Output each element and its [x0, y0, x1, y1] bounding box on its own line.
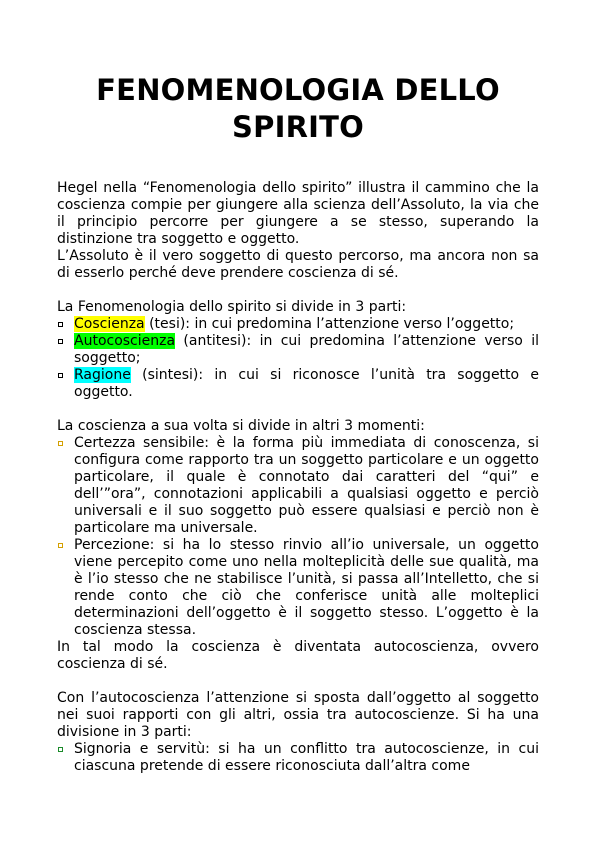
- parts-list: [57, 316, 539, 401]
- self-consciousness-list: [57, 741, 539, 775]
- list-item: [57, 316, 539, 333]
- list-item: [57, 537, 539, 639]
- term-highlight: Ragione: [74, 367, 131, 383]
- term-highlight: Autocoscienza: [74, 333, 176, 349]
- list-item: [57, 435, 539, 537]
- intro-paragraph: Hegel nella “Fenomenologia dello spirito” illustra il cammino che la coscienza compie per giungere alla scienza dell’Assoluto, la via che il principio percorre per giungere a se stesso, superando la distinzione tra soggetto e oggetto.: [57, 180, 539, 247]
- document-body: [57, 180, 539, 775]
- page-title: FENOMENOLOGIA DELLO SPIRITO: [96, 73, 500, 144]
- term-highlight: Coscienza: [74, 316, 145, 332]
- parts-lead: La Fenomenologia dello spirito si divide in 3 parti:: [57, 299, 407, 315]
- list-item: [57, 333, 539, 367]
- list-item: [57, 367, 539, 401]
- square-bullet-icon: [58, 441, 63, 446]
- item-text: Certezza sensibile: è la forma più immediata di conoscenza, si configura come rapporto tra un soggetto particolare e un oggetto particolare, il quale è connotato dai caratteri del “qui” e dell’”ora”, connotazioni applicabili a qualsiasi oggetto e perciò universali e il suo soggetto può essere qualsiasi e perciò non è particolare ma universale.: [74, 435, 539, 536]
- intro-paragraph: L’Assoluto è il vero soggetto di questo percorso, ma ancora non sa di esserlo perché deve prendere coscienza di sé.: [57, 248, 539, 281]
- self-consciousness-lead: Con l’autocoscienza l’attenzione si sposta dall’oggetto al soggetto nei suoi rapporti con gli altri, ossia tra autocoscienze. Si ha una divisione in 3 parti:: [57, 690, 539, 740]
- item-text: (tesi): in cui predomina l’attenzione verso l’oggetto;: [144, 316, 515, 332]
- square-bullet-icon: [58, 747, 63, 752]
- square-bullet-icon: [58, 339, 63, 344]
- item-text: (sintesi): in cui si riconosce l’unità tra soggetto e oggetto.: [74, 367, 539, 400]
- item-text: (antitesi): in cui predomina l’attenzione verso il soggetto;: [74, 333, 539, 366]
- moments-list: [57, 435, 539, 639]
- list-item: [57, 741, 539, 775]
- square-bullet-icon: [58, 322, 63, 327]
- square-bullet-icon: [58, 543, 63, 548]
- item-text: Signoria e servitù: si ha un conflitto tra autocoscienze, in cui ciascuna pretende di essere riconosciuta dall’altra come: [74, 741, 539, 774]
- square-bullet-icon: [58, 373, 63, 378]
- item-text: Percezione: si ha lo stesso rinvio all’io universale, un oggetto viene percepito come uno nella molteplicità delle sue qualità, ma è l’io stesso che ne stabilisce l’unità, si passa all’Intelletto, che si rende conto che ciò che conferisce unità alle molteplici determinazioni dell’oggetto è il soggetto stesso. L’oggetto è la coscienza stessa.: [74, 537, 539, 638]
- moments-lead: La coscienza a sua volta si divide in altri 3 momenti:: [57, 418, 425, 434]
- moments-conclusion: In tal modo la coscienza è diventata autocoscienza, ovvero coscienza di sé.: [57, 639, 539, 672]
